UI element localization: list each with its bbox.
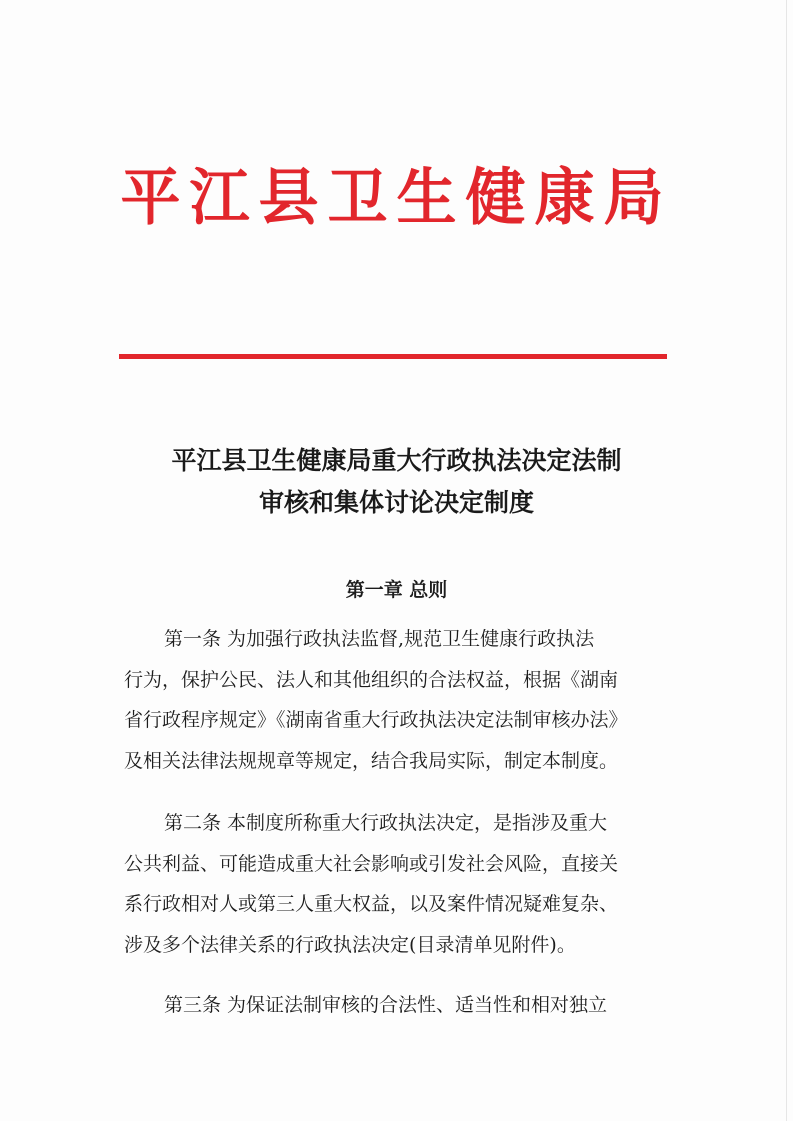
article-2-line-4: 涉及多个法律关系的行政执法决定(目录清单见附件)。 [124,933,576,956]
article-1-line-2: 行为，保护公民、法人和其他组织的合法权益，根据《湖南 [124,668,619,691]
article-2-line-1: 第二条 本制度所称重大行政执法决定，是指涉及重大 [164,812,608,834]
article-2 [124,803,670,965]
document-title [0,440,793,524]
issuer-masthead: 平江县卫生健康局 [120,162,673,234]
document-title-line-1: 平江县卫生健康局重大行政执法决定法制 [171,446,622,475]
article-3 [124,985,670,1026]
chapter-heading: 第一章 总则 [345,579,448,601]
article-3-line-1: 第三条 为保证法制审核的合法性、适当性和相对独立 [164,994,608,1016]
article-1-line-4: 及相关法律法规规章等规定，结合我局实际，制定本制度。 [124,749,619,772]
article-1-line-1: 第一条 为加强行政执法监督,规范卫生健康行政执法 [164,628,595,650]
article-2-line-3: 系行政相对人或第三人重大权益，以及案件情况疑难复杂、 [124,893,619,915]
red-separator-rule [119,354,667,359]
article-1-line-3: 省行政程序规定》《湖南省重大行政执法决定法制审核办法》 [124,709,628,731]
article-2-line-2: 公共利益、可能造成重大社会影响或引发社会风险，直接关 [124,852,619,875]
document-title-line-2: 审核和集体讨论决定制度 [258,488,534,517]
article-1 [124,619,670,781]
